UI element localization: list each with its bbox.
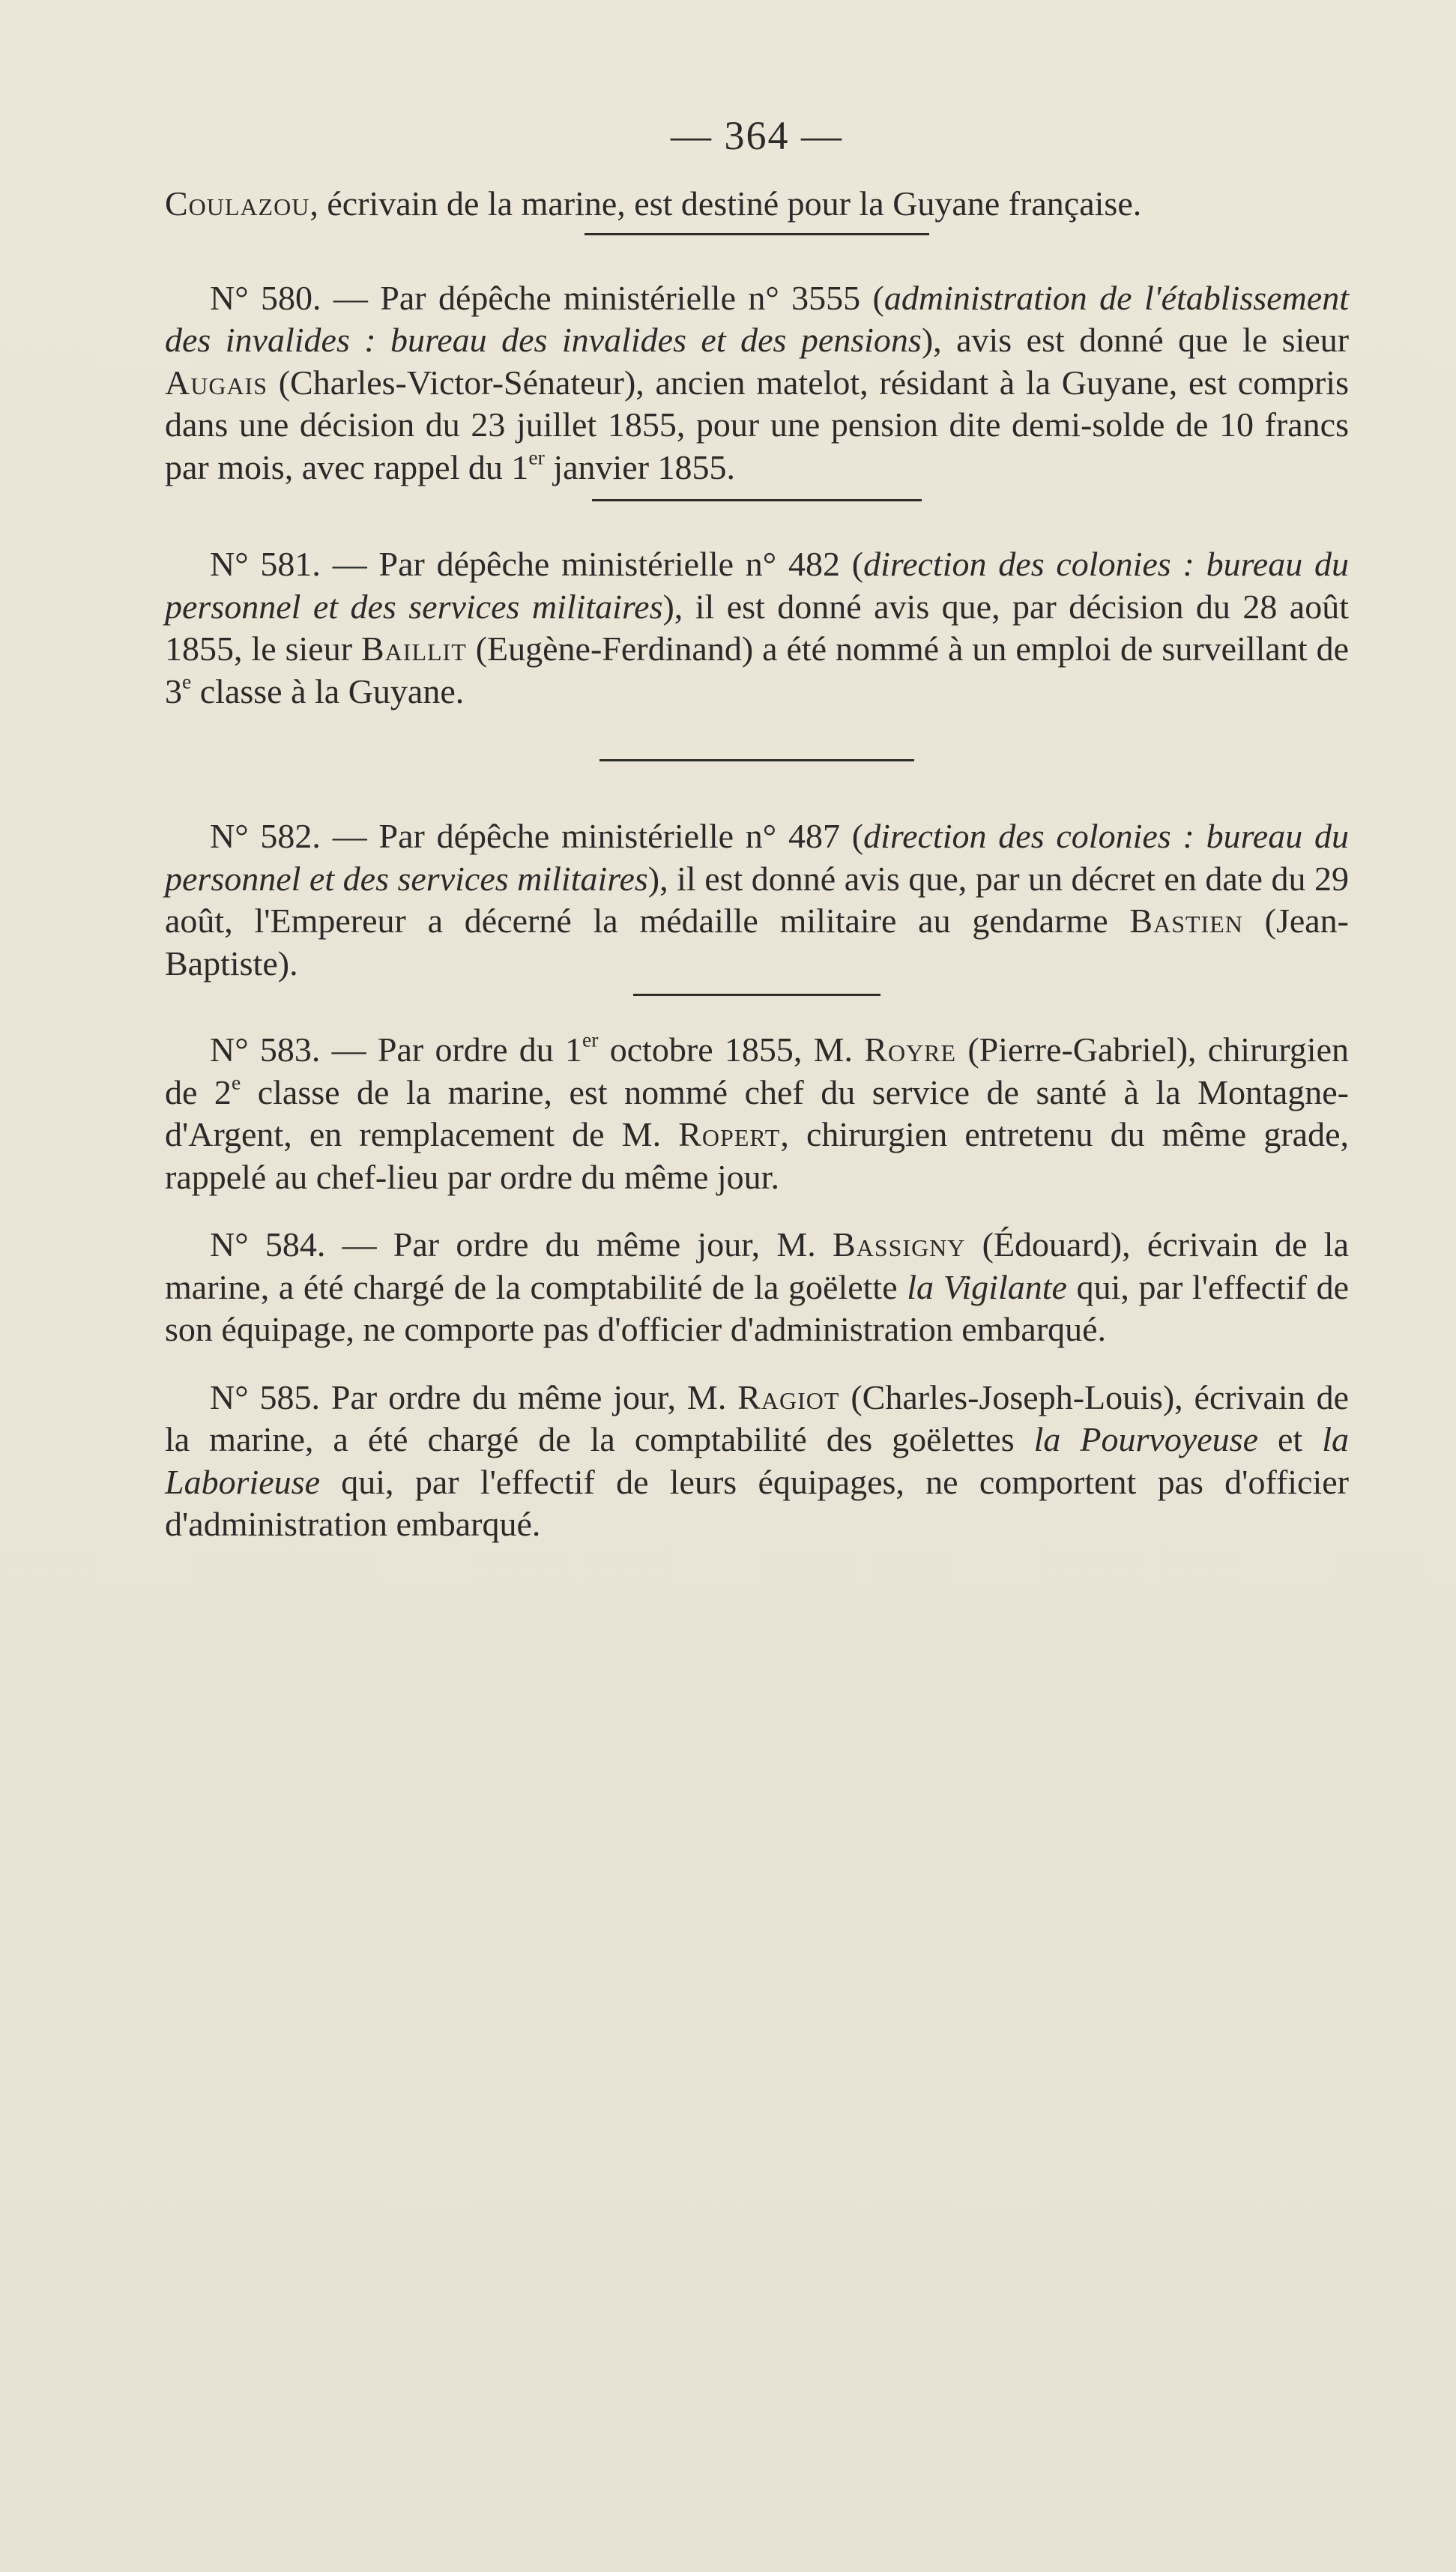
entry-581	[165, 543, 1349, 713]
text-run: ), il est donné avis que, par décision du 28 août 1855, le sieur	[165, 587, 1350, 668]
text-run: classe à la Guyane.	[191, 671, 465, 710]
text-run: (Eugène-Ferdinand) a été nommé à un emploi de surveillant de 3	[165, 630, 1349, 710]
text-run: , chirurgien entretenu du même grade, rappelé au chef-lieu par ordre du même jour.	[165, 1115, 1349, 1196]
text-run: — Par dépêche ministérielle n° 3555 (	[321, 278, 884, 317]
person-name: Ragiot	[737, 1377, 840, 1416]
directorate: direction des colonies : bureau du personnel et des services militaires	[165, 817, 1349, 898]
ship-name: la Vigilante	[907, 1267, 1067, 1306]
entry-number: N° 582.	[210, 817, 321, 855]
person-name: Bassigny	[833, 1225, 966, 1264]
superscript: er	[582, 1027, 599, 1051]
entry-584	[165, 1224, 1349, 1351]
entry-585	[165, 1377, 1349, 1546]
text-run: — Par ordre du même jour, M.	[325, 1225, 833, 1264]
text-run: qui, par l'effectif de leurs équipages, ne comportent pas d'officier d'administration embarqué.	[165, 1462, 1349, 1543]
person-name: Augais	[165, 363, 268, 402]
superscript: e	[182, 669, 192, 693]
separator-rule	[584, 233, 929, 235]
superscript: er	[528, 445, 545, 469]
text-run: (Édouard), écrivain de la marine, a été chargé de la comptabilité de la goëlette	[165, 1225, 1349, 1306]
text-run: — Par dépêche ministérielle n° 482 (	[320, 545, 864, 583]
entry-number: N° 580.	[210, 278, 321, 317]
paragraph-gap	[165, 1198, 1349, 1224]
text-run: qui, par l'effectif de son équipage, ne comporte pas d'officier d'administration embarqué.	[165, 1267, 1349, 1348]
entry-number: N° 584.	[210, 1225, 326, 1264]
text-run: et	[1257, 1420, 1323, 1458]
text-run: , écrivain de la marine, est destiné pour la Guyane française.	[309, 184, 1142, 223]
separator-rule	[633, 994, 880, 996]
text-run: Par ordre du même jour, M.	[320, 1377, 738, 1416]
entry-number: N° 583.	[210, 1030, 321, 1069]
text-column	[165, 112, 1349, 1546]
person-name: Royre	[864, 1030, 957, 1069]
entry-582	[165, 815, 1349, 985]
ship-name: la Laborieuse	[165, 1420, 1349, 1501]
entry-number: N° 585.	[210, 1377, 321, 1416]
text-run: ), avis est donné que le sieur	[921, 321, 1350, 359]
text-run: octobre 1855, M.	[598, 1030, 865, 1069]
person-name: Bastien	[1129, 902, 1243, 940]
text-run: (Charles-Joseph-Louis), écrivain de la marine, a été chargé de la comptabilité des goëlettes	[165, 1377, 1349, 1458]
text-run: classe de la marine, est nommé chef du service de santé à la Montagne-d'Argent, en remplacement de M.	[165, 1072, 1349, 1153]
directorate: direction des colonies : bureau du personnel et des services militaires	[165, 545, 1349, 626]
text-run: (Pierre-Gabriel), chirurgien de 2	[165, 1030, 1349, 1111]
entry-583	[165, 1029, 1349, 1198]
text-run: ), il est donné avis que, par un décret en date du 29 août, l'Empereur a décerné la médaille militaire au gendarme	[165, 859, 1349, 940]
person-name: Ropert	[678, 1115, 781, 1153]
text-run: (Jean-Baptiste).	[165, 902, 1349, 982]
paragraph-gap	[165, 1351, 1349, 1377]
separator-rule	[599, 759, 914, 761]
superscript: e	[231, 1070, 241, 1094]
text-run: janvier 1855.	[544, 447, 736, 486]
text-run: (Charles-Victor-Sénateur), ancien matelot, résidant à la Guyane, est compris dans une décision du 23 juillet 1855, pour une pension dite demi-solde de 10 francs par mois, avec rappel du 1	[165, 363, 1349, 486]
text-run: — Par dépêche ministérielle n° 487 (	[320, 817, 864, 855]
page-number: — 364 —	[671, 113, 843, 158]
entry-580	[165, 277, 1349, 489]
separator-rule	[592, 499, 922, 501]
intro-paragraph	[165, 183, 1349, 226]
person-name: Coulazou	[165, 184, 310, 223]
directorate: administration de l'établissement des invalides : bureau des invalides et des pensions	[165, 278, 1350, 359]
entry-number: N° 581.	[210, 545, 321, 583]
text-run: — Par ordre du 1	[320, 1030, 582, 1069]
person-name: Baillit	[361, 630, 467, 668]
ship-name: la Pourvoyeuse	[1033, 1420, 1258, 1458]
